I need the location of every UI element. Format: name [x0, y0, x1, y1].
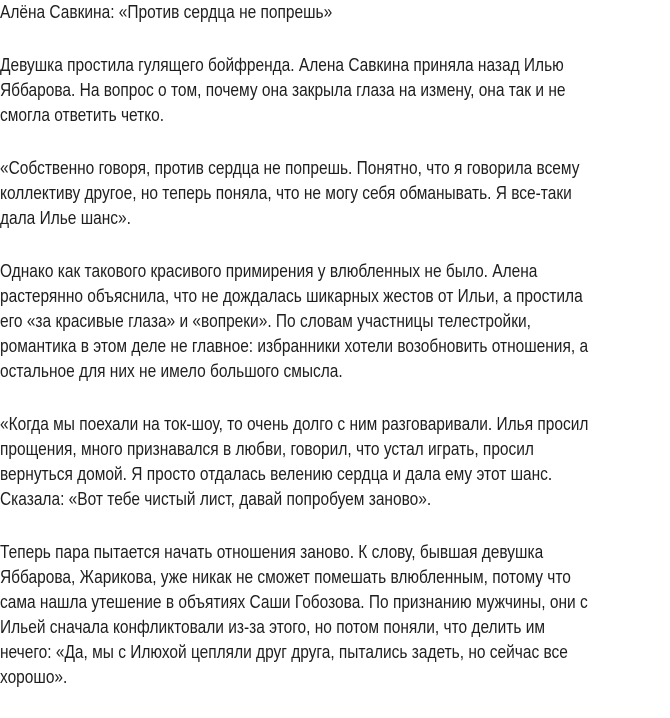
paragraph-line: хорошо».: [0, 667, 68, 687]
paragraph-line: его «за красивые глаза» и «вопреки». По словам участницы телестройки,: [0, 311, 531, 331]
paragraph-line: коллективу другое, но теперь поняла, что не могу себя обманывать. Я все-таки: [0, 183, 572, 203]
paragraph-line: Яббарова, Жарикова, уже никак не сможет помешать влюбленным, потому что: [0, 567, 571, 587]
paragraph-line: вернуться домой. Я просто отдалась велению сердца и дала ему этот шанс.: [0, 464, 553, 484]
paragraph: [0, 53, 670, 128]
paragraph-line: Сказала: «Вот тебе чистый лист, давай попробуем заново».: [0, 489, 432, 509]
paragraph: [0, 412, 670, 512]
paragraph: [0, 540, 670, 690]
article-body: [0, 53, 670, 690]
paragraph-line: сама нашла утешение в объятиях Саши Гобозова. По признанию мужчины, они с: [0, 592, 588, 612]
paragraph-line: романтика в этом деле не главное: избранники хотели возобновить отношения, а: [0, 336, 589, 356]
paragraph-line: смогла ответить четко.: [0, 105, 165, 125]
paragraph-line: нечего: «Да, мы с Илюхой цепляли друг друга, пытались задеть, но сейчас все: [0, 642, 568, 662]
paragraph-line: Теперь пара пытается начать отношения заново. К слову, бывшая девушка: [0, 542, 544, 562]
paragraph-line: «Когда мы поехали на ток-шоу, то очень долго с ним разговаривали. Илья просил: [0, 414, 589, 434]
paragraph-line: растерянно объяснила, что не дождалась шикарных жестов от Ильи, а простила: [0, 286, 583, 306]
paragraph-line: Девушка простила гулящего бойфренда. Алена Савкина приняла назад Илью: [0, 55, 564, 75]
article-title: [0, 0, 670, 25]
paragraph-line: Ильей сначала конфликтовали из-за этого, но потом поняли, что делить им: [0, 617, 545, 637]
paragraph-line: «Собственно говоря, против сердца не попрешь. Понятно, что я говорила всему: [0, 158, 580, 178]
paragraph-line: остальное для них не имело большого смысла.: [0, 361, 343, 381]
paragraph-line: дала Илье шанс».: [0, 208, 131, 228]
paragraph-line: Однако как такового красивого примирения у влюбленных не было. Алена: [0, 261, 538, 281]
paragraph-line: прощения, много признавался в любви, говорил, что устал играть, просил: [0, 439, 534, 459]
paragraph: [0, 259, 670, 384]
paragraph-line: Яббарова. На вопрос о том, почему она закрыла глаза на измену, она так и не: [0, 80, 566, 100]
title-text: Алёна Савкина: «Против сердца не попрешь»: [0, 2, 333, 22]
paragraph: [0, 156, 670, 231]
